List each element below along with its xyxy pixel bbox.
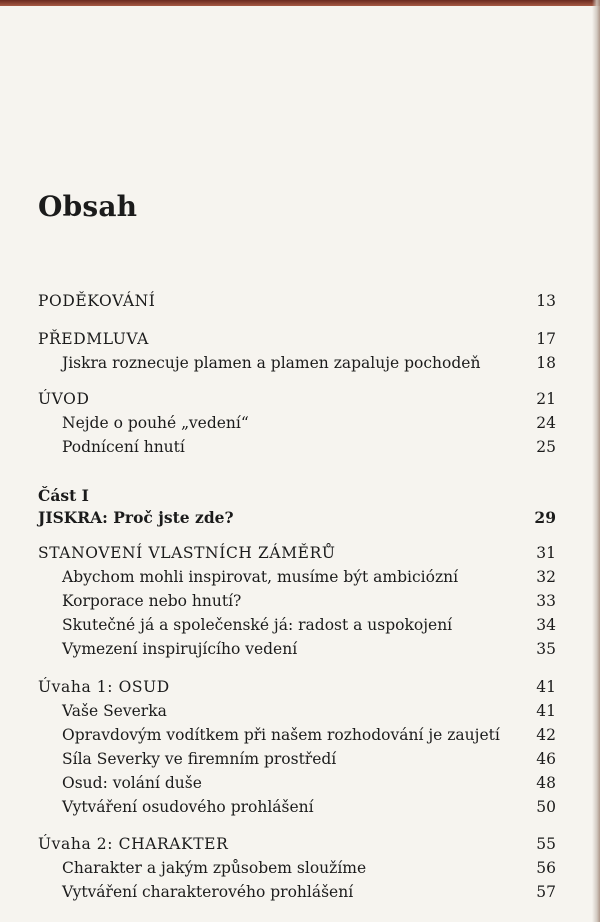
toc-entry xyxy=(38,883,556,901)
toc-entry-label: Vaše Severka xyxy=(62,702,167,720)
toc-entry-label: PŘEDMLUVA xyxy=(38,330,149,348)
toc-entry-label: Síla Severky ve firemním prostředí xyxy=(62,750,337,768)
toc-entry xyxy=(38,292,556,310)
toc-entry-label: Osud: volání duše xyxy=(62,774,202,792)
toc-entry-label: ÚVOD xyxy=(38,390,90,408)
toc-entry xyxy=(38,640,556,658)
toc-entry-label: Vymezení inspirujícího vedení xyxy=(62,640,298,658)
toc-entry-label: Opravdovým vodítkem při našem rozhodování je zaujetí xyxy=(62,726,500,744)
toc-entry xyxy=(38,390,556,408)
toc-entry-page: 33 xyxy=(536,592,556,610)
toc-entry-page: 21 xyxy=(536,390,556,408)
toc-entry xyxy=(38,438,556,456)
toc-entry-page: 41 xyxy=(536,702,556,720)
toc-entry-page: 55 xyxy=(536,835,556,853)
toc-entry-page: 29 xyxy=(534,508,556,527)
toc-entry xyxy=(38,487,556,505)
toc-entry-page: 57 xyxy=(536,883,556,901)
toc-entry xyxy=(38,702,556,720)
toc-entry xyxy=(38,330,556,348)
toc-entry-label: Skutečné já a společenské já: radost a uspokojení xyxy=(62,616,453,634)
toc-entry-page: 42 xyxy=(536,726,556,744)
toc-entry-label: Jiskra roznecuje plamen a plamen zapaluje pochodeň xyxy=(62,354,481,372)
toc-entry-label: STANOVENÍ VLASTNÍCH ZÁMĚRŮ xyxy=(38,544,336,562)
toc-entry xyxy=(38,750,556,768)
toc-entry xyxy=(38,726,556,744)
toc-entry xyxy=(38,678,556,696)
toc-entry-label: Charakter a jakým způsobem sloužíme xyxy=(62,859,367,877)
toc-entry-page: 32 xyxy=(536,568,556,586)
toc-entry xyxy=(38,354,556,372)
toc-entry xyxy=(38,509,556,527)
toc-entry-label: JISKRA: Proč jste zde? xyxy=(38,508,234,527)
page-right-edge xyxy=(592,0,600,922)
toc-entry xyxy=(38,568,556,586)
toc-entry-page: 50 xyxy=(536,798,556,816)
toc-entry-page: 41 xyxy=(536,678,556,696)
toc-entry-label: Úvaha 1: OSUD xyxy=(38,678,170,696)
page-title: Obsah xyxy=(38,190,138,223)
toc-entry xyxy=(38,616,556,634)
toc-entry-page: 56 xyxy=(536,859,556,877)
toc-entry xyxy=(38,544,556,562)
toc-entry xyxy=(38,414,556,432)
toc-entry-label: Vytváření osudového prohlášení xyxy=(62,798,314,816)
toc-entry-label: Úvaha 2: CHARAKTER xyxy=(38,835,229,853)
toc-entry-page: 35 xyxy=(536,640,556,658)
toc-entry-label: Abychom mohli inspirovat, musíme být ambiciózní xyxy=(62,568,459,586)
toc-entry xyxy=(38,859,556,877)
toc-entry-label: Vytváření charakterového prohlášení xyxy=(62,883,354,901)
toc-entry-label: Část I xyxy=(38,486,89,505)
toc-entry-page: 18 xyxy=(536,354,556,372)
toc-entry xyxy=(38,774,556,792)
toc-entry-page: 25 xyxy=(536,438,556,456)
toc-entry-label: Podnícení hnutí xyxy=(62,438,185,456)
toc-entry-page: 48 xyxy=(536,774,556,792)
toc-entry xyxy=(38,798,556,816)
toc-entry-label: Nejde o pouhé „vedení“ xyxy=(62,414,249,432)
page-top-edge xyxy=(0,0,600,6)
toc-entry-label: Korporace nebo hnutí? xyxy=(62,592,242,610)
toc-entry-page: 24 xyxy=(536,414,556,432)
toc-entry-label: PODĚKOVÁNÍ xyxy=(38,292,156,310)
toc-entry-page: 46 xyxy=(536,750,556,768)
toc-entry-page: 13 xyxy=(536,292,556,310)
toc-entry-page: 17 xyxy=(536,330,556,348)
toc-entry xyxy=(38,835,556,853)
toc-entry-page: 31 xyxy=(536,544,556,562)
toc-entry-page: 34 xyxy=(536,616,556,634)
toc-entry xyxy=(38,592,556,610)
